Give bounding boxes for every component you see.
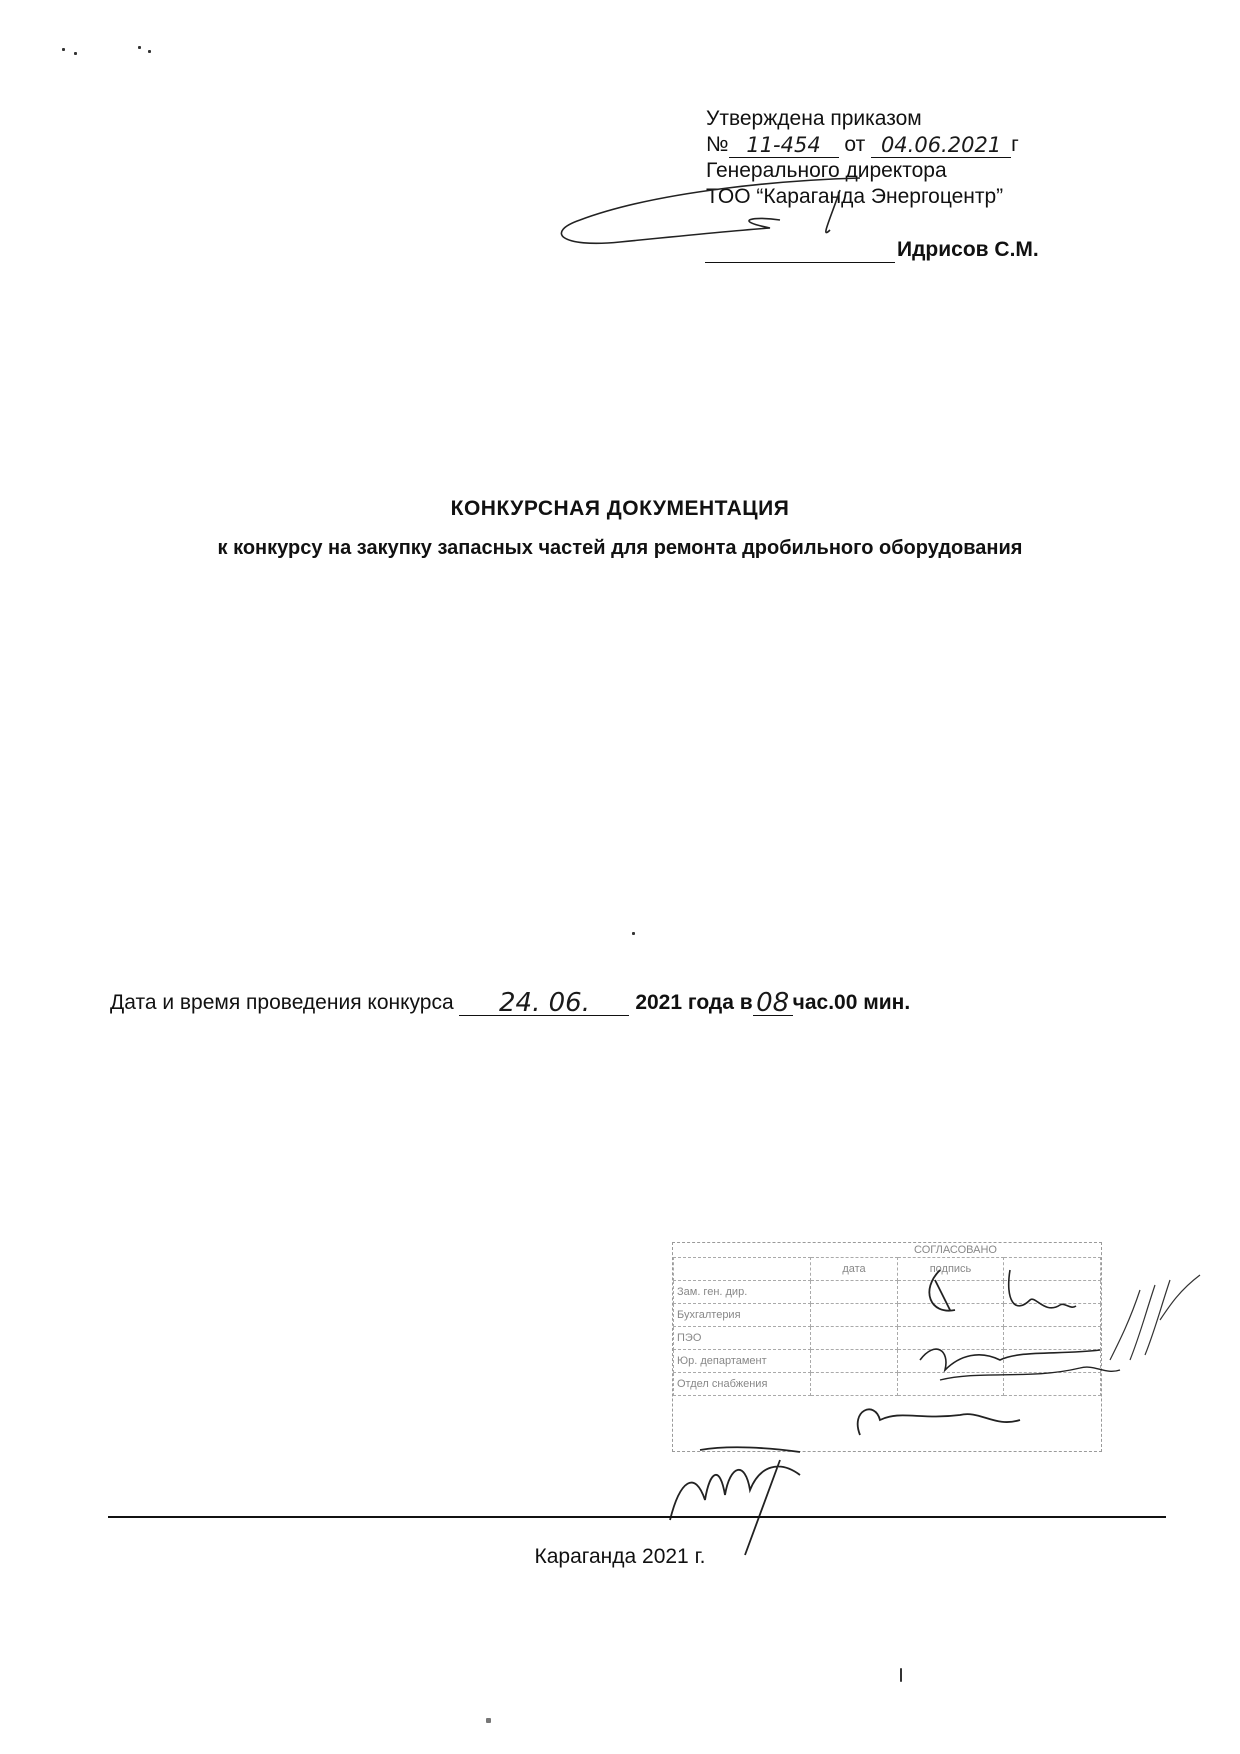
time-text: час.00 мин. [792,991,911,1014]
scan-speck [486,1718,491,1723]
order-year-suffix: г [1011,133,1019,156]
approval-line-1: Утверждена приказом [706,107,922,130]
contest-date-line [110,990,910,1016]
contest-hour: 08 [753,991,793,1016]
scan-speck [138,46,141,49]
scan-speck [148,50,151,53]
approver-signature [540,150,870,250]
stamp-row: Бухгалтерия [674,1304,1101,1327]
footer-city-year: Караганда 2021 г. [534,1545,706,1568]
stamp-row: Зам. ген. дир. [674,1281,1101,1304]
bottom-rule [108,1516,1166,1518]
scan-speck [632,932,635,935]
stamp-col-date: дата [811,1258,898,1281]
approver-name: Идрисов С.М. [897,238,1039,261]
scan-speck [900,1668,902,1682]
document-title: КОНКУРСНАЯ ДОКУМЕНТАЦИЯ [450,497,790,520]
stamp-row: Юр. департамент [674,1350,1101,1373]
stamp-row: Отдел снабжения [674,1373,1101,1396]
approval-line-4: ТОО “Караганда Энергоцентр” [706,185,1004,208]
order-from-label: от [844,133,866,156]
scan-speck [62,48,65,51]
stamp-header: СОГЛАСОВАНО [914,1244,997,1256]
scan-speck [74,52,77,55]
order-number: 11-454 [729,133,839,158]
bottom-signature [660,1430,820,1560]
document-subtitle: к конкурсу на закупку запасных частей для ремонта дробильного оборудования [217,537,1023,559]
order-date: 04.06.2021 [871,133,1011,158]
order-number-prefix: № [706,133,729,156]
stamp-signatures [840,1260,1220,1460]
date-label: Дата и время проведения конкурса [110,991,454,1014]
contest-date: 24. 06. [459,991,629,1016]
year-text: 2021 года в [635,991,753,1014]
stamp-col-sign: подпись [898,1258,1004,1281]
stamp-row: ПЭО [674,1327,1101,1350]
approval-line-3: Генерального директора [706,159,947,182]
